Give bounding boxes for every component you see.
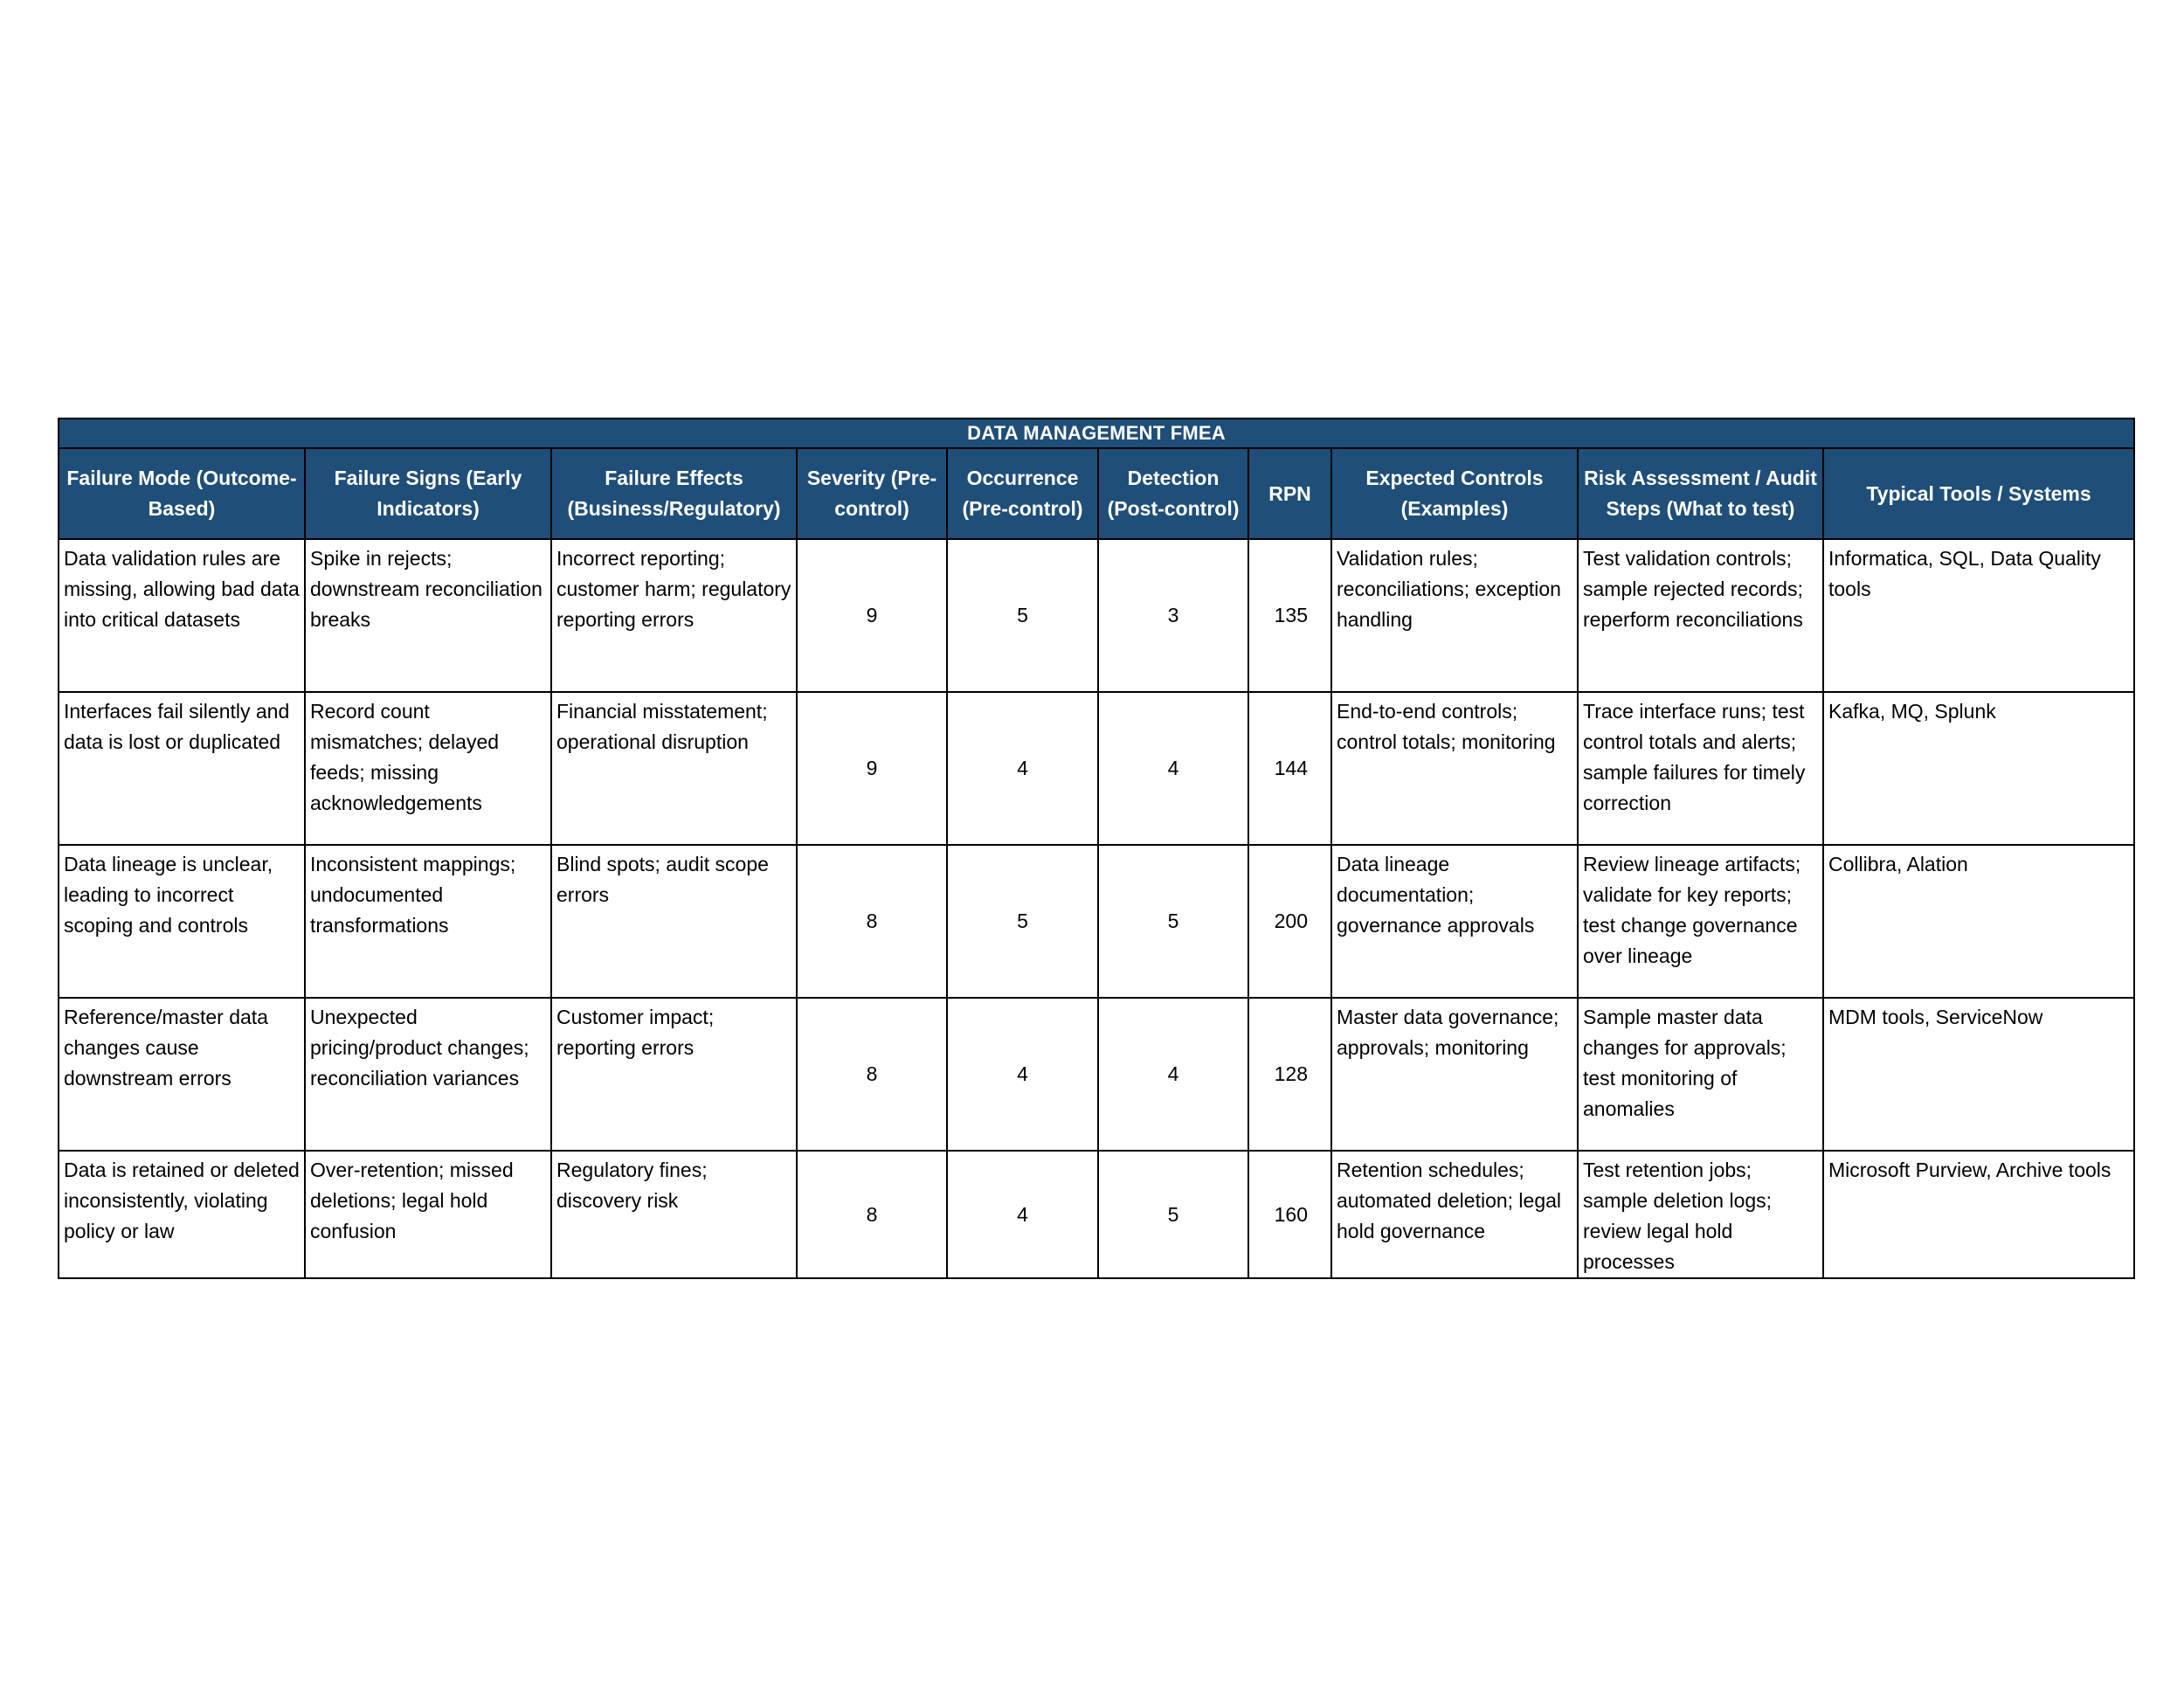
cell-occurrence: 5 — [947, 845, 1098, 998]
cell-severity: 8 — [797, 998, 947, 1151]
cell-detection: 4 — [1098, 692, 1248, 845]
cell-expected-controls: Retention schedules; automated deletion; legal hold governance — [1331, 1151, 1578, 1278]
header-audit-steps: Risk Assessment / Audit Steps (What to test) — [1578, 448, 1823, 539]
cell-severity: 8 — [797, 1151, 947, 1278]
fmea-sheet — [58, 418, 2133, 1279]
cell-occurrence: 4 — [947, 998, 1098, 1151]
cell-detection: 3 — [1098, 539, 1248, 692]
cell-tools: MDM tools, ServiceNow — [1823, 998, 2134, 1151]
cell-failure-mode: Data lineage is unclear, leading to incorrect scoping and controls — [59, 845, 305, 998]
cell-failure-effects: Financial misstatement; operational disruption — [551, 692, 797, 845]
title-row — [59, 419, 2134, 448]
cell-rpn: 200 — [1248, 845, 1331, 998]
header-failure-effects: Failure Effects (Business/Regulatory) — [551, 448, 797, 539]
cell-failure-mode: Data validation rules are missing, allowing bad data into critical datasets — [59, 539, 305, 692]
fmea-table — [58, 418, 2135, 1279]
cell-rpn: 160 — [1248, 1151, 1331, 1278]
cell-audit-steps: Trace interface runs; test control totals and alerts; sample failures for timely correction — [1578, 692, 1823, 845]
cell-failure-signs: Inconsistent mappings; undocumented transformations — [305, 845, 551, 998]
table-title: DATA MANAGEMENT FMEA — [59, 419, 2134, 448]
cell-tools: Collibra, Alation — [1823, 845, 2134, 998]
cell-failure-effects: Blind spots; audit scope errors — [551, 845, 797, 998]
cell-occurrence: 5 — [947, 539, 1098, 692]
cell-tools: Kafka, MQ, Splunk — [1823, 692, 2134, 845]
cell-audit-steps: Test retention jobs; sample deletion logs; review legal hold processes — [1578, 1151, 1823, 1278]
cell-severity: 9 — [797, 692, 947, 845]
cell-failure-signs: Record count mismatches; delayed feeds; missing acknowledgements — [305, 692, 551, 845]
cell-expected-controls: Data lineage documentation; governance approvals — [1331, 845, 1578, 998]
cell-rpn: 144 — [1248, 692, 1331, 845]
cell-expected-controls: End-to-end controls; control totals; monitoring — [1331, 692, 1578, 845]
cell-expected-controls: Master data governance; approvals; monitoring — [1331, 998, 1578, 1151]
cell-detection: 5 — [1098, 845, 1248, 998]
cell-occurrence: 4 — [947, 692, 1098, 845]
cell-audit-steps: Review lineage artifacts; validate for key reports; test change governance over lineage — [1578, 845, 1823, 998]
cell-failure-mode: Interfaces fail silently and data is lost or duplicated — [59, 692, 305, 845]
cell-tools: Microsoft Purview, Archive tools — [1823, 1151, 2134, 1278]
cell-audit-steps: Test validation controls; sample rejected records; reperform reconciliations — [1578, 539, 1823, 692]
cell-rpn: 128 — [1248, 998, 1331, 1151]
header-rpn: RPN — [1248, 448, 1331, 539]
cell-rpn: 135 — [1248, 539, 1331, 692]
cell-expected-controls: Validation rules; reconciliations; exception handling — [1331, 539, 1578, 692]
cell-occurrence: 4 — [947, 1151, 1098, 1278]
cell-failure-effects: Incorrect reporting; customer harm; regulatory reporting errors — [551, 539, 797, 692]
header-row — [59, 448, 2134, 539]
table-row — [59, 1151, 2134, 1278]
header-failure-signs: Failure Signs (Early Indicators) — [305, 448, 551, 539]
cell-audit-steps: Sample master data changes for approvals; test monitoring of anomalies — [1578, 998, 1823, 1151]
table-row — [59, 998, 2134, 1151]
header-failure-mode: Failure Mode (Outcome-Based) — [59, 448, 305, 539]
table-row — [59, 845, 2134, 998]
cell-failure-mode: Reference/master data changes cause downstream errors — [59, 998, 305, 1151]
cell-severity: 9 — [797, 539, 947, 692]
cell-failure-mode: Data is retained or deleted inconsistently, violating policy or law — [59, 1151, 305, 1278]
cell-detection: 4 — [1098, 998, 1248, 1151]
header-severity: Severity (Pre-control) — [797, 448, 947, 539]
cell-detection: 5 — [1098, 1151, 1248, 1278]
cell-failure-signs: Over-retention; missed deletions; legal hold confusion — [305, 1151, 551, 1278]
cell-failure-effects: Regulatory fines; discovery risk — [551, 1151, 797, 1278]
cell-tools: Informatica, SQL, Data Quality tools — [1823, 539, 2134, 692]
header-expected-controls: Expected Controls (Examples) — [1331, 448, 1578, 539]
header-tools: Typical Tools / Systems — [1823, 448, 2134, 539]
cell-failure-signs: Spike in rejects; downstream reconciliation breaks — [305, 539, 551, 692]
table-row — [59, 692, 2134, 845]
table-row — [59, 539, 2134, 692]
cell-severity: 8 — [797, 845, 947, 998]
cell-failure-effects: Customer impact; reporting errors — [551, 998, 797, 1151]
header-occurrence: Occurrence (Pre-control) — [947, 448, 1098, 539]
cell-failure-signs: Unexpected pricing/product changes; reconciliation variances — [305, 998, 551, 1151]
header-detection: Detection (Post-control) — [1098, 448, 1248, 539]
